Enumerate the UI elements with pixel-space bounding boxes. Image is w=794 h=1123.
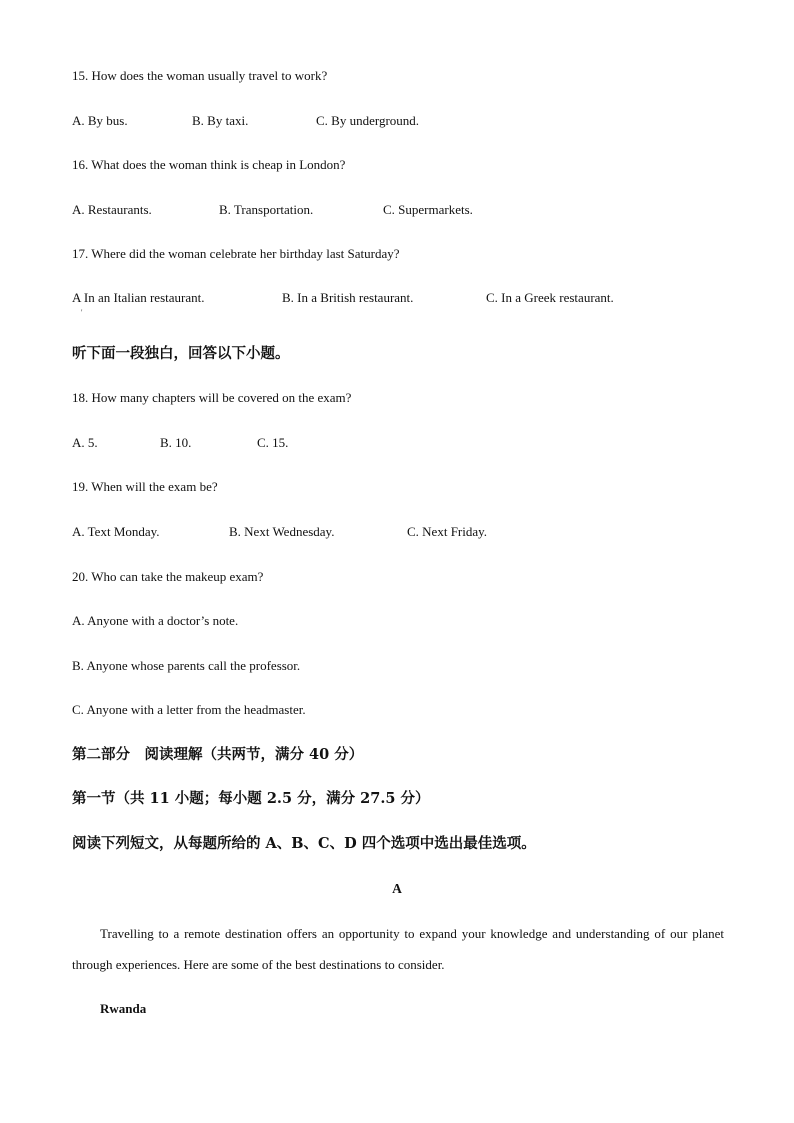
passage-subheading: Rwanda <box>100 1001 147 1016</box>
q19-option-b: B. Next Wednesday. <box>229 524 335 539</box>
reading-instruction: 阅读下列短文，从每题所给的 A、B、C、D 四个选项中选出最佳选项。 <box>72 835 536 852</box>
monologue-instruction: 听下面一段独白，回答以下小题。 <box>72 345 290 362</box>
question-18: 18. How many chapters will be covered on the exam? <box>72 390 352 405</box>
question-20: 20. Who can take the makeup exam? <box>72 569 264 584</box>
stray-mark: ' <box>81 308 83 317</box>
q18-option-b: B. 10. <box>160 435 192 450</box>
passage-intro: Travelling to a remote destination offers an opportunity to expand your knowledge and understanding of our planet through experiences. Here are some of the best destinations to consider. <box>72 926 724 972</box>
passage-label: A <box>392 881 402 896</box>
q15-option-c: C. By underground. <box>316 113 420 128</box>
question-15: 15. How does the woman usually travel to work? <box>72 68 328 83</box>
q16-option-b: B. Transportation. <box>219 202 314 217</box>
q17-option-a: A In an Italian restaurant. <box>72 290 205 305</box>
q20-option-c: C. Anyone with a letter from the headmaster. <box>72 702 306 717</box>
q18-option-c: C. 15. <box>257 435 289 450</box>
q15-option-b: B. By taxi. <box>192 113 249 128</box>
question-17: 17. Where did the woman celebrate her birthday last Saturday? <box>72 246 400 261</box>
question-19: 19. When will the exam be? <box>72 479 218 494</box>
q20-option-b: B. Anyone whose parents call the professor. <box>72 658 301 673</box>
q15-option-a: A. By bus. <box>72 113 128 128</box>
section1-heading: 第一节（共 11 小题；每小题 2.5 分，满分 27.5 分） <box>72 790 430 807</box>
question-16: 16. What does the woman think is cheap in London? <box>72 157 346 172</box>
q16-option-a: A. Restaurants. <box>72 202 152 217</box>
part2-heading: 第二部分 阅读理解（共两节，满分 40 分） <box>72 746 364 763</box>
q18-option-a: A. 5. <box>72 435 98 450</box>
q19-option-a: A. Text Monday. <box>72 524 160 539</box>
q20-option-a: A. Anyone with a doctor’s note. <box>72 613 239 628</box>
q16-option-c: C. Supermarkets. <box>383 202 473 217</box>
q17-option-b: B. In a British restaurant. <box>282 290 414 305</box>
q19-option-c: C. Next Friday. <box>407 524 488 539</box>
q17-option-c: C. In a Greek restaurant. <box>486 290 614 305</box>
